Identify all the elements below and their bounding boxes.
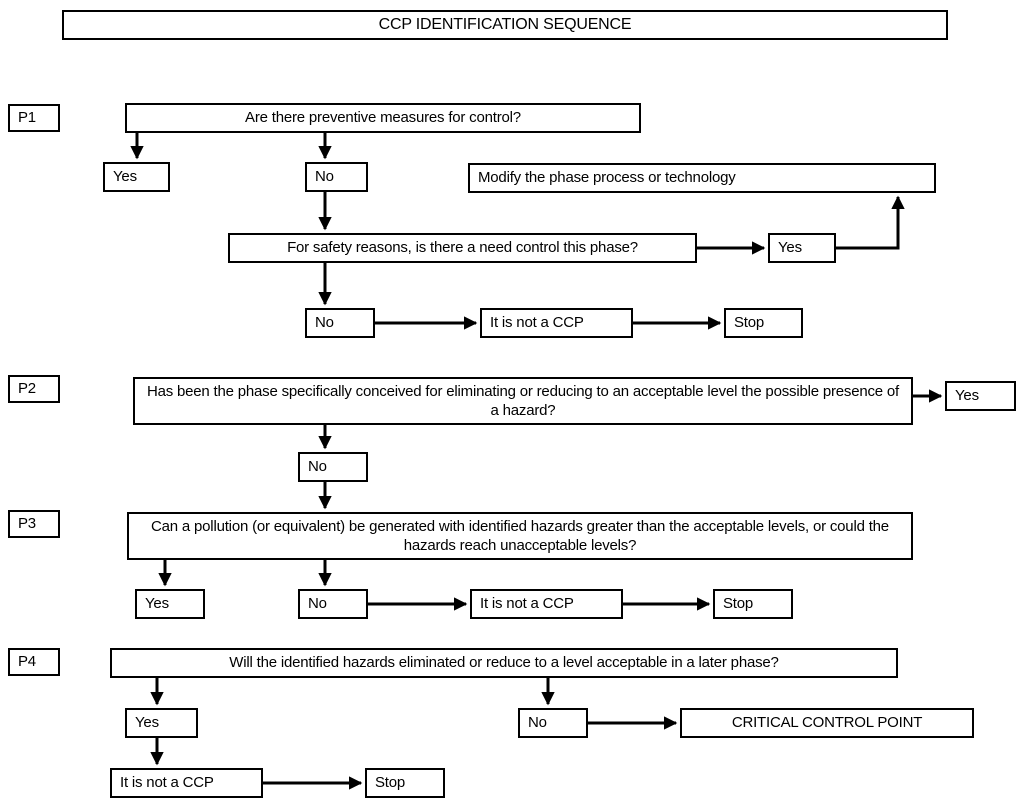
p3-yes-box: Yes xyxy=(135,589,205,619)
p2-no-box: No xyxy=(298,452,368,482)
phase-label-p1: P1 xyxy=(8,104,60,132)
p1-yes-box: Yes xyxy=(103,162,170,192)
critical-control-point-box: CRITICAL CONTROL POINT xyxy=(680,708,974,738)
p4-yes-box: Yes xyxy=(125,708,198,738)
p1-question-box: Are there preventive measures for control? xyxy=(125,103,641,133)
phase-label-p2: P2 xyxy=(8,375,60,403)
phase-label-p4: P4 xyxy=(8,648,60,676)
safety-question-box: For safety reasons, is there a need control this phase? xyxy=(228,233,697,263)
phase-label-p3: P3 xyxy=(8,510,60,538)
safety-yes-box: Yes xyxy=(768,233,836,263)
modify-process-box: Modify the phase process or technology xyxy=(468,163,936,193)
arrow-safetyyes-to-modify xyxy=(836,197,898,248)
p1-stop-box: Stop xyxy=(724,308,803,338)
p3-not-ccp-box: It is not a CCP xyxy=(470,589,623,619)
safety-no-box: No xyxy=(305,308,375,338)
p3-stop-box: Stop xyxy=(713,589,793,619)
p4-question-box: Will the identified hazards eliminated or reduce to a level acceptable in a later phase? xyxy=(110,648,898,678)
diagram-title: CCP IDENTIFICATION SEQUENCE xyxy=(62,10,948,40)
p2-question-box: Has been the phase specifically conceived for eliminating or reducing to an acceptable level the possible presence of a hazard? xyxy=(133,377,913,425)
p4-stop-box: Stop xyxy=(365,768,445,798)
p1-no-box: No xyxy=(305,162,368,192)
p4-not-ccp-box: It is not a CCP xyxy=(110,768,263,798)
p1-not-ccp-box: It is not a CCP xyxy=(480,308,633,338)
p4-no-box: No xyxy=(518,708,588,738)
p3-question-box: Can a pollution (or equivalent) be generated with identified hazards greater than the acceptable levels, or could the hazards reach unacceptable levels? xyxy=(127,512,913,560)
p2-yes-box: Yes xyxy=(945,381,1016,411)
p3-no-box: No xyxy=(298,589,368,619)
